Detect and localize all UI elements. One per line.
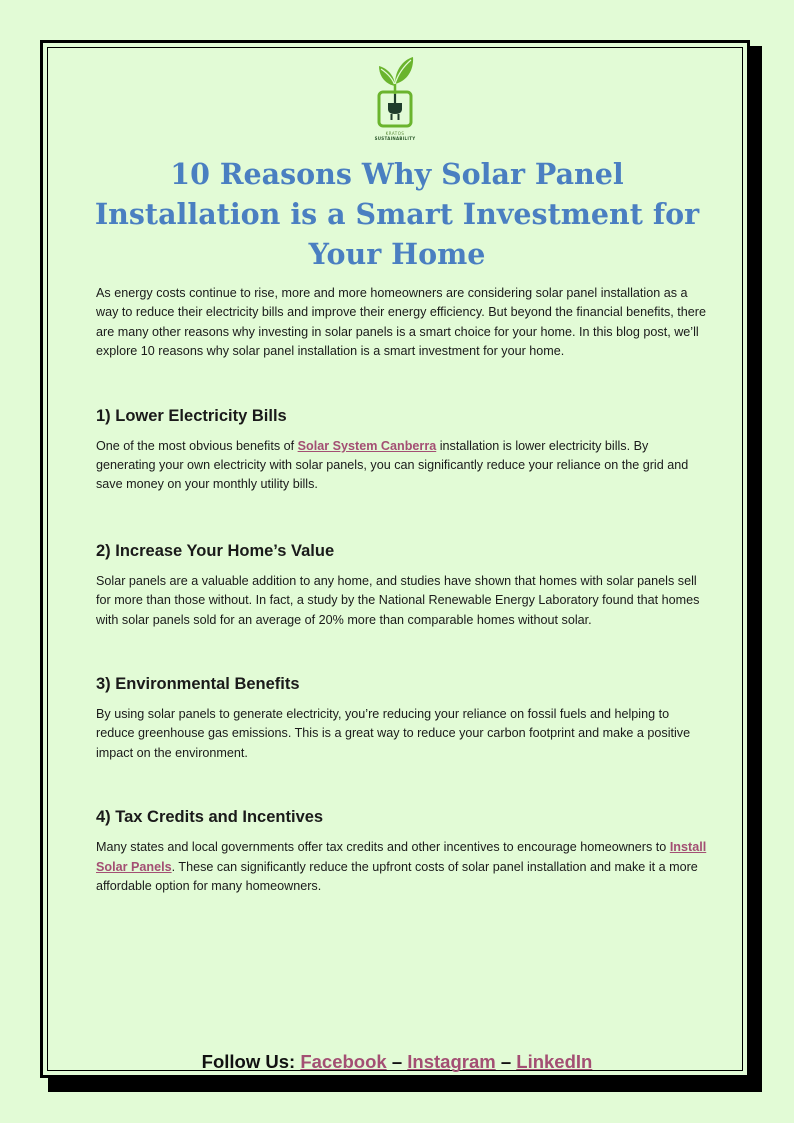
solar-system-canberra-link[interactable]: Solar System Canberra: [297, 438, 437, 453]
install-solar-panels-link[interactable]: Install Solar Panels: [96, 840, 707, 874]
section-4-paragraph: [96, 838, 710, 896]
section-1-text-after: installation is lower electricity bills. By generating your own electricity with solar panels, you can significantly reduce your reliance on the grid and save money on your monthly utility bills.: [96, 438, 689, 492]
logo-text-top: KRATOS: [385, 131, 405, 136]
page-title: 10 Reasons Why Solar Panel Installation is a Smart Investment for Your Home: [94, 157, 700, 271]
section-3-heading: 3) Environmental Benefits: [96, 675, 300, 694]
section-4-text-before: Many states and local governments offer tax credits and other incentives to encourage homeowners to: [96, 840, 670, 855]
footer-separator: –: [500, 1051, 512, 1072]
logo: [365, 54, 425, 146]
section-4-heading: 4) Tax Credits and Incentives: [96, 808, 324, 827]
section-2-paragraph: Solar panels are a valuable addition to any home, and studies have shown that homes with solar panels sell for more than those without. In fact, a study by the National Renewable Energy Laboratory found that homes with solar panels sold for an average of 20% more than comparable homes without solar.: [96, 573, 700, 627]
section-1-text-before: One of the most obvious benefits of: [96, 438, 298, 453]
facebook-link[interactable]: Facebook: [300, 1051, 387, 1072]
footer-social: [0, 1051, 794, 1073]
section-1-paragraph: [96, 437, 710, 495]
plug-sprout-icon: [373, 54, 417, 130]
section-1-heading: 1) Lower Electricity Bills: [96, 406, 287, 425]
instagram-link[interactable]: Instagram: [407, 1051, 496, 1072]
section-2-heading: 2) Increase Your Home’s Value: [96, 541, 335, 560]
section-4-text-after: . These can significantly reduce the upfront costs of solar panel installation and make it a more affordable option for many homeowners.: [96, 859, 698, 894]
follow-us-label: Follow Us:: [201, 1051, 296, 1072]
section-3-paragraph: By using solar panels to generate electricity, you’re reducing your reliance on fossil fuels and helping to reduce greenhouse gas emissions. This is a great way to reduce your carbon footprint and make a positive impact on the environment.: [96, 707, 691, 760]
article-body: [96, 284, 710, 897]
intro-paragraph: As energy costs continue to rise, more and more homeowners are considering solar panel installation as a way to reduce their electricity bills and improve their energy efficiency. But beyond the financial benefits, there are many other reasons why investing in solar panels is a smart choice for your home. In this blog post, we’ll explore 10 reasons why solar panel installation is a smart investment for your home.: [96, 286, 706, 359]
linkedin-link[interactable]: LinkedIn: [516, 1051, 593, 1072]
footer-separator: –: [391, 1051, 403, 1072]
logo-text-bottom: SUSTAINABILITY: [374, 136, 416, 141]
